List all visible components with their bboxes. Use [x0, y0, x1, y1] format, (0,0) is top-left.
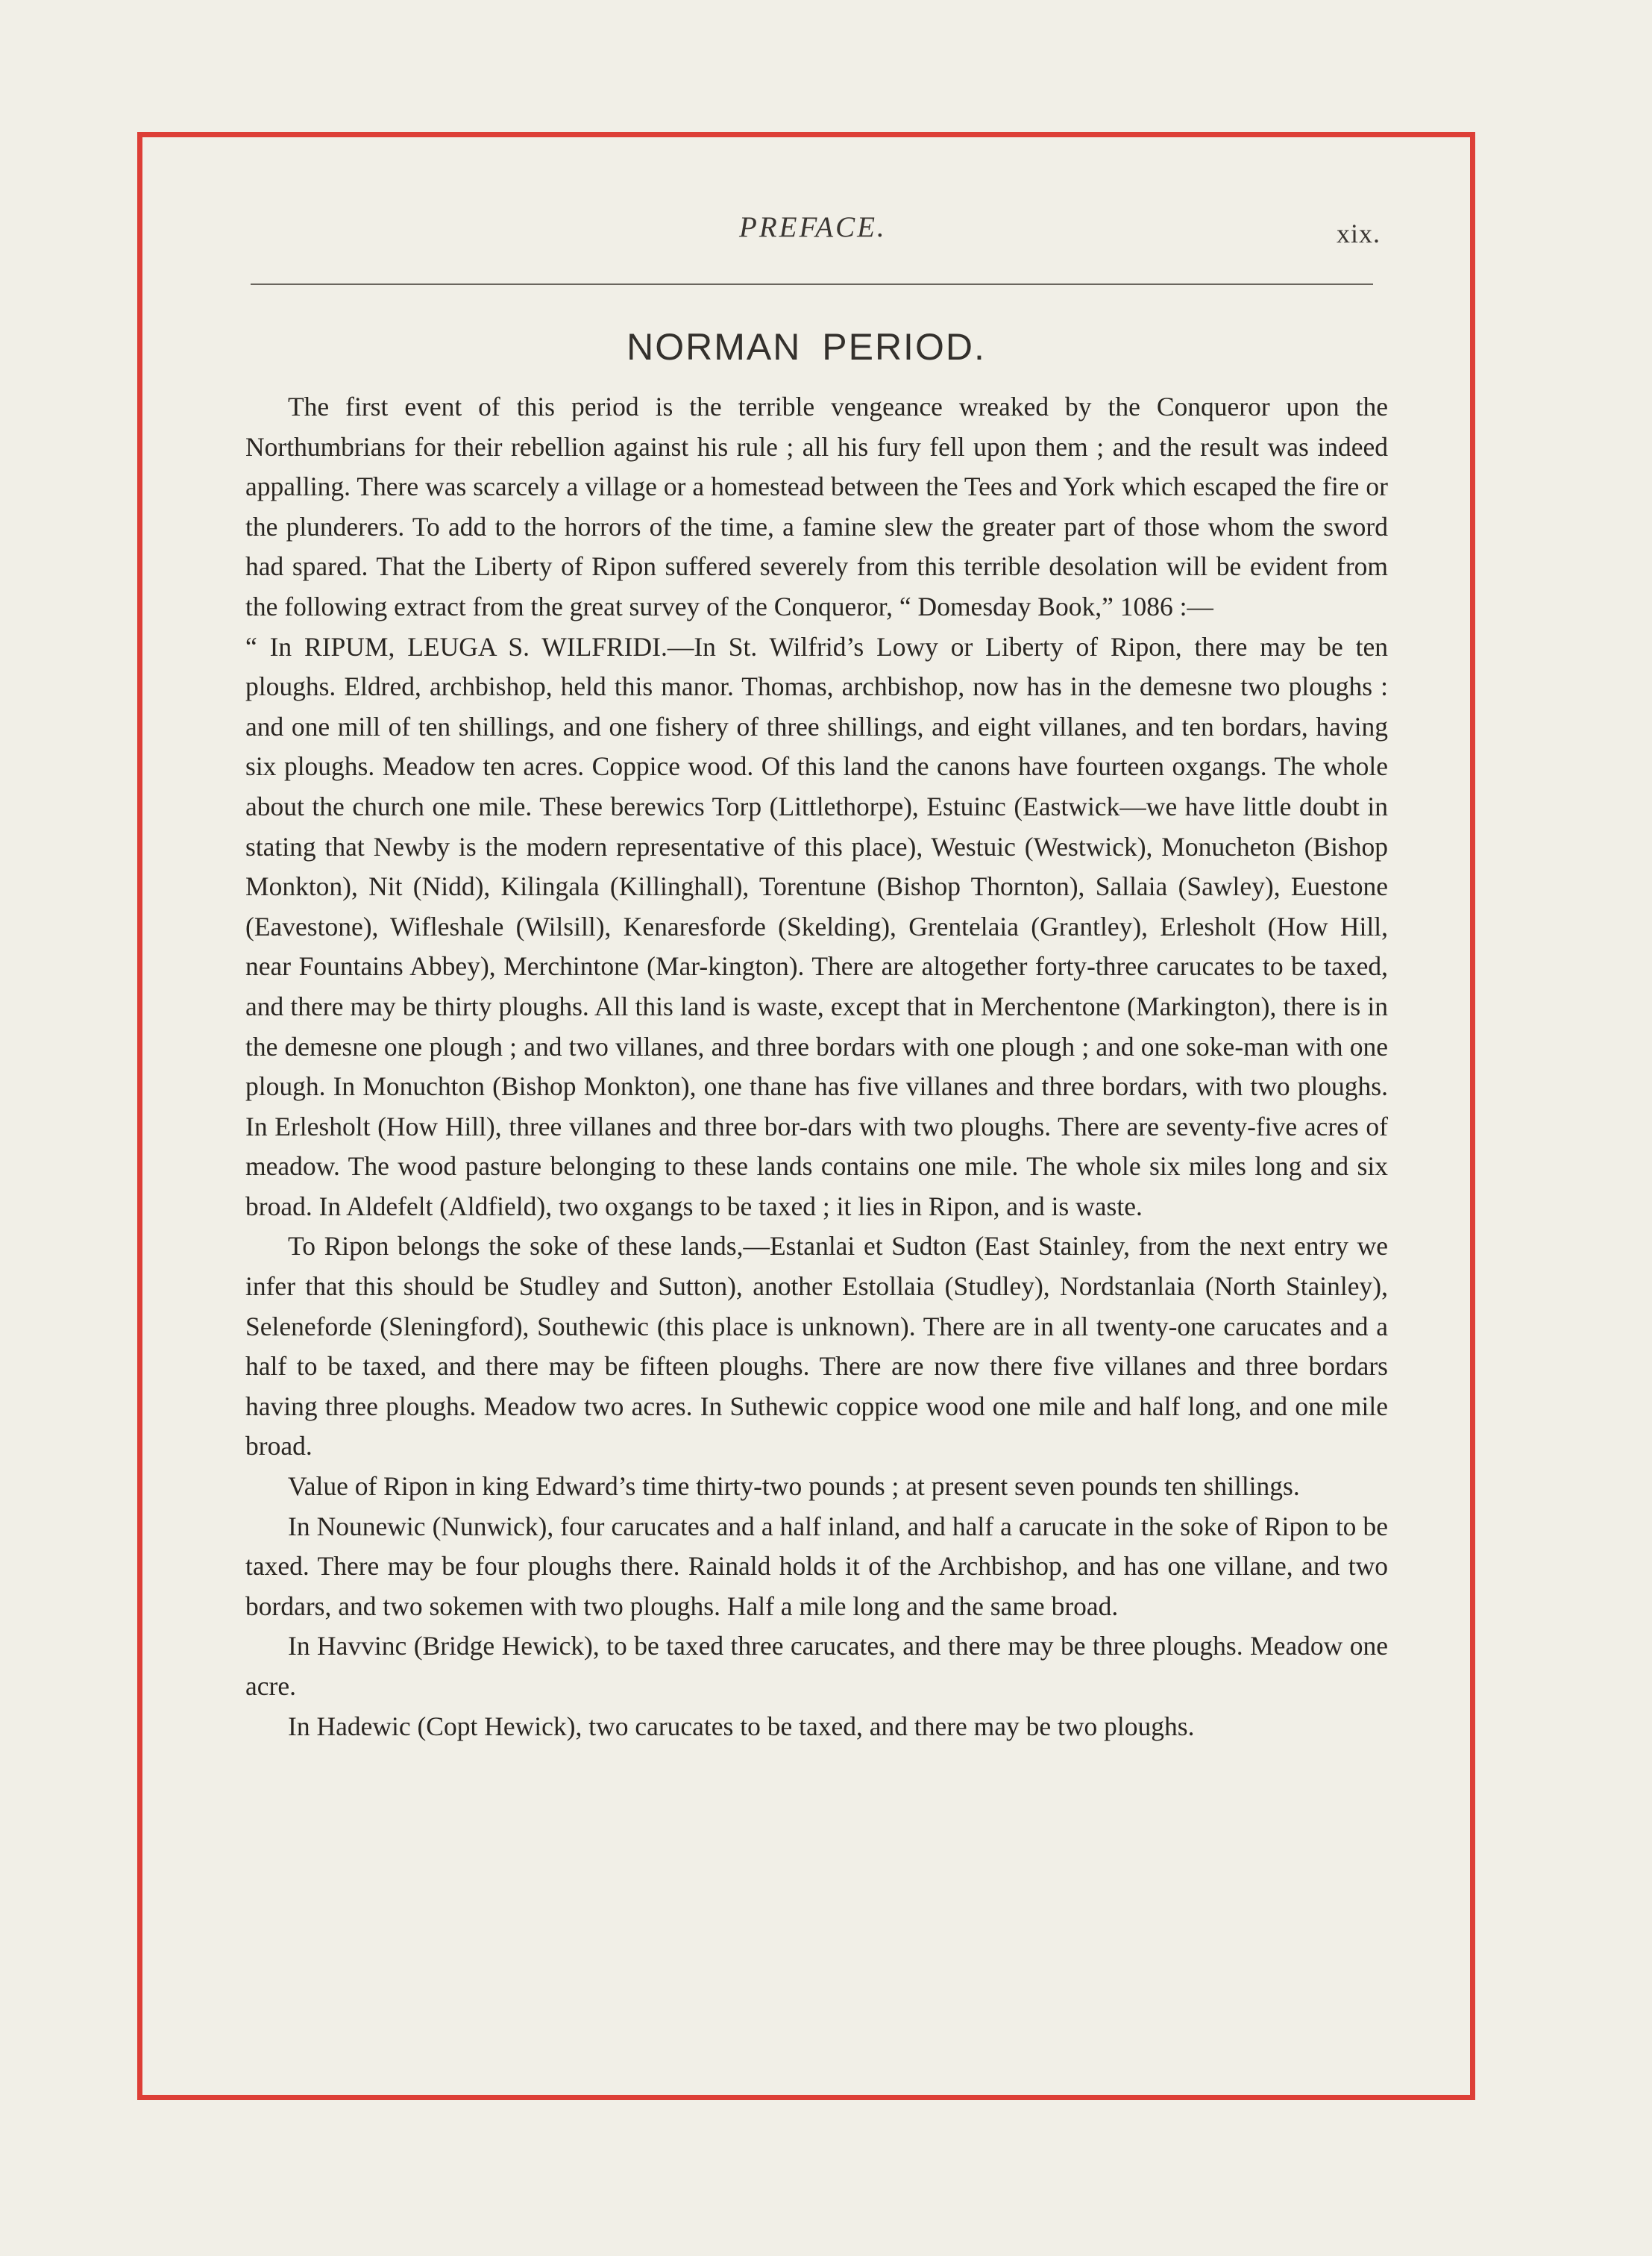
- paragraph: “ In RIPUM, LEUGA S. WILFRIDI.—In St. Wilfrid’s Lowy or Liberty of Ripon, there may be ten ploughs. Eldred, archbishop, held this manor. Thomas, archbishop, now has in the demesne two ploughs : and one mill of ten shillings, and one fishery of three shillings, and eight villanes, and ten bordars, having six ploughs. Meadow ten acres. Coppice wood. Of this land the canons have fourteen oxgangs. The whole about the church one mile. These berewics Torp (Littlethorpe), Estuinc (Eastwick—we have little doubt in stating that Newby is the modern representative of this place), Westuic (Westwick), Monucheton (Bishop Monkton), Nit (Nidd), Kilingala (Killinghall), Torentune (Bishop Thornton), Sallaia (Sawley), Euestone (Eavestone), Wifleshale (Wilsill), Kenaresforde (Skelding), Grentelaia (Grantley), Erlesholt (How Hill, near Fountains Abbey), Merchintone (Mar-kington). There are altogether forty-three carucates to be taxed, and there may be thirty ploughs. All this land is waste, except that in Merchentone (Markington), there is in the demesne one plough ; and two villanes, and three bordars with one plough ; and one soke-man with one plough. In Monuchton (Bishop Monkton), one thane has five villanes and three bordars, with two ploughs. In Erlesholt (How Hill), three villanes and three bor-dars with two ploughs. There are seventy-five acres of meadow. The wood pasture belonging to these lands contains one mile. The whole six miles long and six broad. In Aldefelt (Aldfield), two oxgangs to be taxed ; it lies in Ripon, and is waste.: [245, 631, 1388, 1221]
- header-rule: [251, 283, 1373, 285]
- paragraph: In Nounewic (Nunwick), four carucates and a half inland, and half a carucate in the soke of Ripon to be taxed. There may be four ploughs there. Rainald holds it of the Archbishop, and has one villane, and two bordars, and two sokemen with two ploughs. Half a mile long and the same broad.: [245, 1511, 1388, 1621]
- paragraph: Value of Ripon in king Edward’s time thirty-two pounds ; at present seven pounds ten shillings.: [288, 1471, 1300, 1502]
- page-border: [137, 132, 1475, 2100]
- running-title: PREFACE.: [739, 211, 887, 243]
- section-heading: NORMAN PERIOD.: [626, 326, 986, 368]
- running-header: [142, 210, 1470, 255]
- paragraph: The first event of this period is the terrible vengeance wreaked by the Conqueror upon the Northumbrians for their rebellion against his rule ; all his fury fell upon them ; and the result was indeed appalling. There was scarcely a village or a homestead between the Tees and York which escaped the fire or the plunderers. To add to the horrors of the time, a famine slew the greater part of those whom the sword had spared. That the Liberty of Ripon suffered severely from this terrible desolation will be evident from the following extract from the great survey of the Conqueror, “ Domesday Book,” 1086 :—: [245, 392, 1388, 621]
- page-number: xix.: [1336, 219, 1381, 248]
- paragraph: In Havvinc (Bridge Hewick), to be taxed three carucates, and there may be three ploughs. Meadow one acre.: [245, 1631, 1388, 1701]
- paragraph: In Hadewic (Copt Hewick), two carucates to be taxed, and there may be two ploughs.: [288, 1711, 1195, 1741]
- body-text: [245, 387, 1388, 1746]
- paragraph: To Ripon belongs the soke of these lands,—Estanlai et Sudton (East Stainley, from the next entry we infer that this should be Studley and Sutton), another Estollaia (Studley), Nordstanlaia (North Stainley), Seleneforde (Sleningford), Southewic (this place is unknown). There are in all twenty-one carucates and a half to be taxed, and there may be fifteen ploughs. There are now there five villanes and three bordars having three ploughs. Meadow two acres. In Suthewic coppice wood one mile and half long, and one mile broad.: [245, 1231, 1388, 1461]
